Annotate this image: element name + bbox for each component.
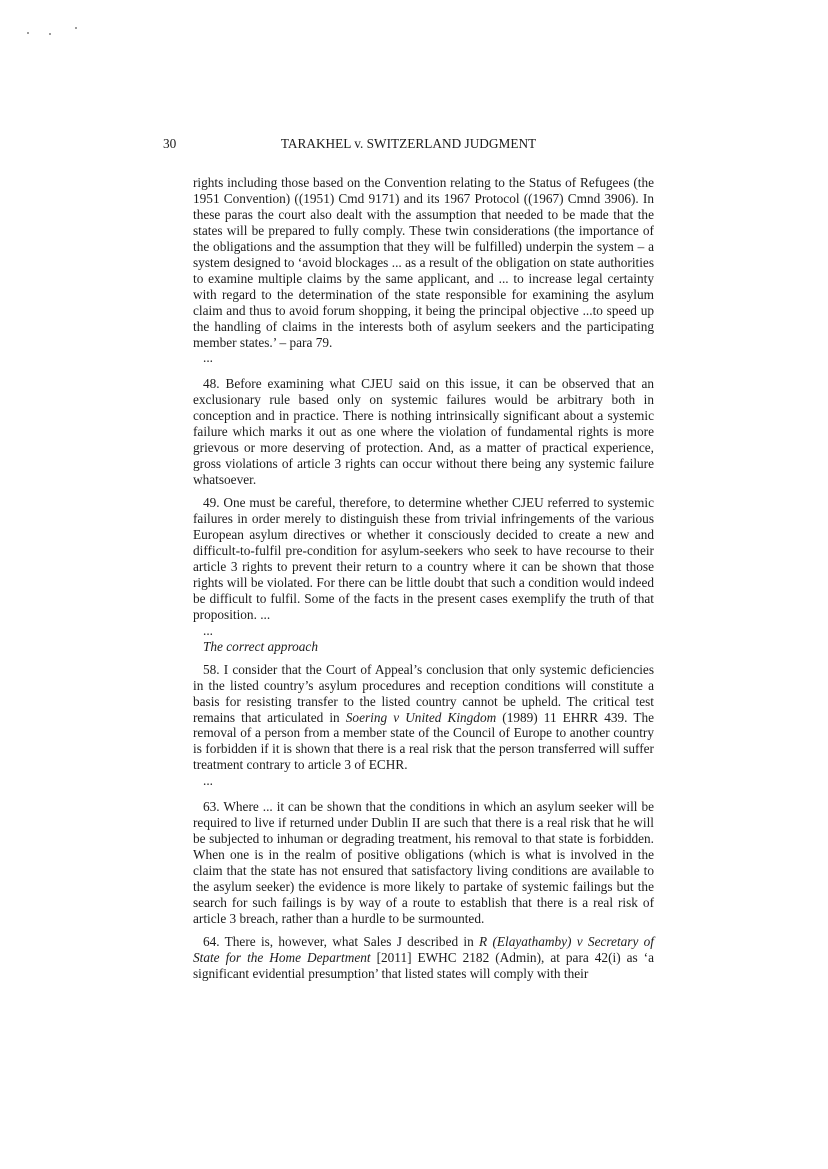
scan-speck-marks [0, 0, 120, 40]
judgment-quote-body [193, 175, 654, 982]
case-citation: R (Elayathamby) v Secretary of State for the Home Department [193, 933, 654, 965]
paragraph-58-text-end: (1989) 11 EHRR 439. The removal of a person from a member state of the Council of Europe to another country is forbidden if it is shown that there is a real risk that the person transferred will suffer treatment contrary to article 3 of ECHR. [193, 709, 654, 773]
paragraph-63: 63. Where ... it can be shown that the conditions in which an asylum seeker will be required to live if returned under Dublin II are such that there is a real risk that he will be subjected to inhuman or degrading treatment, his removal to that state is forbidden. When one is in the realm of positive obligations (which is what is involved in the claim that the state has not ensured that satisfactory living conditions are available to the asylum seeker) the evidence is more likely to partake of systemic failings but the search for such failings is by way of a route to establish that there is a real risk of article 3 breach, rather than a hurdle to be surmounted. [193, 799, 654, 926]
paragraph-58-text-start: 58. I consider that the Court of Appeal’s conclusion that only systemic deficiencies in the listed country’s asylum procedures and reception conditions will constitute a basis for resisting transfer to the listed country cannot be upheld. The critical test remains that articulated in [193, 661, 654, 725]
section-subheading: The correct approach [203, 638, 318, 654]
page-header [163, 136, 654, 154]
paragraph-49: 49. One must be careful, therefore, to determine whether CJEU referred to systemic failures in order merely to distinguish these from trivial infringements of the various European asylum directives or whether it consciously decided to create a new and difficult-to-fulfil pre-condition for asylum-seekers who seek to have recourse to their article 3 rights to prevent their return to a country where it can be shown that those rights will be violated. For there can be little doubt that such a condition would indeed be difficult to fulfil. Some of the facts in the present cases exemplify the truth of that proposition. ... [193, 495, 654, 622]
paragraph-58 [193, 662, 654, 774]
paragraph-64-text-end: [2011] EWHC 2182 (Admin), at para 42(i) as ‘a significant evidential presumption’ that listed states will comply with their [193, 949, 654, 981]
opening-paragraph: rights including those based on the Convention relating to the Status of Refugees (the 1951 Convention) ((1951) Cmd 9171) and its 1967 Protocol ((1967) Cmnd 3906). In these paras the court also dealt with the assumption that needed to be made that the states will be prepared to fully comply. These twin considerations (the importance of the obligations and the assumption that they will be fulfilled) underpin the system – a system designed to ‘avoid blockages ... as a result of the obligation on state authorities to examine multiple claims by the same applicant, and ... to increase legal certainty with regard to the determination of the state responsible for examining the asylum claim and thus to avoid forum shopping, it being the principal objective ...to speed up the handling of claims in the interests both of asylum seekers and the participating member states.’ – para 79. [193, 175, 654, 350]
paragraph-64-text-start: 64. There is, however, what Sales J described in [203, 933, 480, 949]
ellipsis: ... [203, 350, 213, 366]
paragraph-48: 48. Before examining what CJEU said on this issue, it can be observed that an exclusionary rule based only on systemic failures would be arbitrary both in conception and in practice. There is nothing intrinsically significant about a systemic failure which marks it out as one where the violation of fundamental rights is more grievous or more deserving of protection. And, as a matter of practical experience, gross violations of article 3 rights can occur without there being any systemic failure whatsoever. [193, 376, 654, 488]
paragraph-64 [193, 934, 654, 982]
page-number: 30 [163, 136, 177, 151]
ellipsis: ... [203, 622, 213, 638]
case-citation: Soering v United Kingdom [345, 709, 497, 725]
ellipsis: ... [203, 773, 213, 789]
running-title: TARAKHEL v. SWITZERLAND JUDGMENT [280, 136, 537, 151]
